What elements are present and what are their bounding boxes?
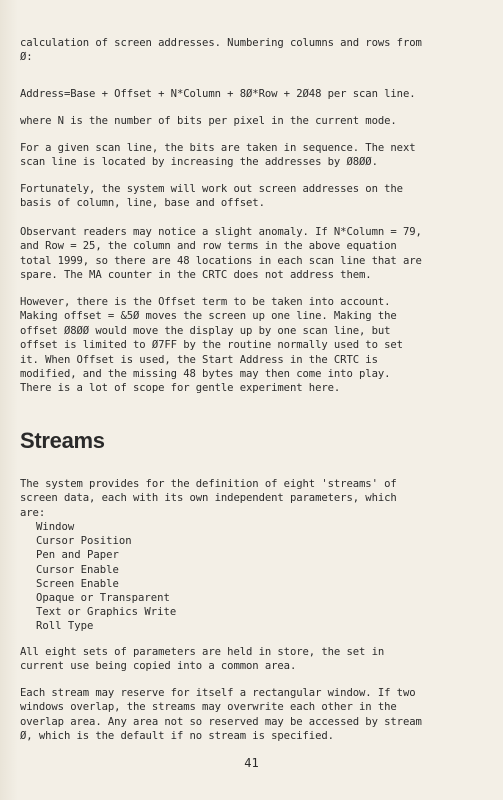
- paragraph-scan-line: For a given scan line, the bits are taken in sequence. The next scan line is located by increasing the addresses by Ø8ØØ.: [20, 142, 416, 169]
- paragraph-offset: However, there is the Offset term to be taken into account. Making offset = &5Ø moves the screen up one line. Making the offset Ø8ØØ would move the display up by one scan line, but offset is limited to Ø7FF by the routine normally used to set it. When Offset is used, the Start Address in the CRTC is modified, and the missing 48 bytes may then come into play. There is a lot of scope for gentle experiment here.: [20, 296, 403, 395]
- list-item: Pen and Paper: [36, 549, 119, 562]
- list-item: Text or Graphics Write: [36, 606, 177, 619]
- paragraph-streams-intro: The system provides for the definition of eight 'streams' of screen data, each with its own independent parameters, which are:: [20, 478, 397, 519]
- section-heading-streams: Streams: [20, 428, 105, 453]
- paragraph-bits-definition: where N is the number of bits per pixel in the current mode.: [20, 115, 397, 127]
- stream-parameters-list: [36, 520, 176, 634]
- paragraph-anomaly: Observant readers may notice a slight anomaly. If N*Column = 79, and Row = 25, the column and row terms in the above equation total 1999, so there are 48 locations in each scan line that are spare. The MA counter in the CRTC does not address them.: [20, 226, 422, 282]
- list-item: Screen Enable: [36, 577, 119, 590]
- list-item: Window: [36, 521, 75, 533]
- paragraph-address-intro: calculation of screen addresses. Numbering columns and rows from Ø:: [20, 37, 422, 64]
- paragraph-parameters-store: All eight sets of parameters are held in store, the set in current use being copied into a common area.: [20, 646, 385, 673]
- list-item: Opaque or Transparent: [36, 592, 170, 605]
- list-item: Cursor Enable: [36, 563, 119, 576]
- list-item: Cursor Position: [36, 535, 132, 548]
- paragraph-fortunately: Fortunately, the system will work out screen addresses on the basis of column, line, base and offset.: [20, 183, 403, 210]
- paragraph-address-formula: Address=Base + Offset + N*Column + 8Ø*Row + 2Ø48 per scan line.: [20, 88, 416, 100]
- paragraph-window-reserve: Each stream may reserve for itself a rectangular window. If two windows overlap, the streams may overwrite each other in the overlap area. Any area not so reserved may be accessed by stream Ø, which is the default if no stream is specified.: [20, 687, 422, 743]
- page-number: 41: [244, 756, 259, 770]
- list-item: Roll Type: [36, 620, 94, 633]
